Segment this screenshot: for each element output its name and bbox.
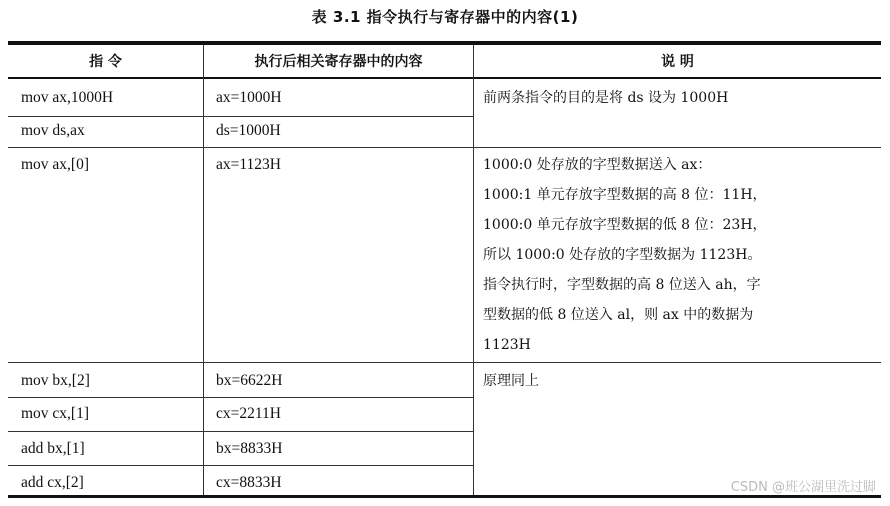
- table-top-rule: [8, 41, 881, 45]
- description-line: 1000:0 单元存放字型数据的低 8 位：23H，: [483, 217, 767, 233]
- instruction-cell: mov ax,[0]: [21, 156, 90, 173]
- instruction-cell: mov ds,ax: [21, 122, 85, 139]
- description-cell: 前两条指令的目的是将 ds 设为 1000H: [483, 90, 729, 106]
- table-caption: 表 3.1 指令执行与寄存器中的内容(1): [311, 8, 579, 26]
- column-divider: [473, 45, 474, 495]
- description-line: 1000:1 单元存放字型数据的高 8 位：11H，: [483, 187, 767, 203]
- row-divider: [8, 397, 473, 398]
- row-divider: [8, 147, 881, 148]
- watermark: CSDN @班公湖里洗过脚: [730, 480, 876, 495]
- description-cell: 原理同上: [483, 373, 539, 389]
- header-instruction: 指 令: [89, 54, 122, 70]
- header-bottom-rule: [8, 77, 881, 79]
- register-content-cell: bx=6622H: [216, 372, 283, 389]
- instruction-cell: mov cx,[1]: [21, 405, 90, 422]
- register-content-cell: cx=2211H: [216, 405, 281, 422]
- table-bottom-rule: [8, 495, 881, 498]
- instruction-cell: add cx,[2]: [21, 474, 84, 491]
- register-content-cell: ax=1000H: [216, 89, 282, 106]
- register-content-cell: ax=1123H: [216, 156, 281, 173]
- instruction-cell: mov bx,[2]: [21, 372, 90, 389]
- description-line: 型数据的低 8 位送入 al，则 ax 中的数据为: [483, 307, 754, 323]
- row-divider: [8, 362, 881, 363]
- description-line: 1000:0 处存放的字型数据送入 ax：: [483, 157, 712, 173]
- row-divider: [8, 431, 473, 432]
- header-description: 说 明: [661, 54, 694, 70]
- column-divider: [203, 45, 204, 495]
- register-content-cell: cx=8833H: [216, 474, 282, 491]
- instruction-cell: mov ax,1000H: [21, 89, 114, 106]
- register-content-cell: bx=8833H: [216, 440, 283, 457]
- instruction-cell: add bx,[1]: [21, 440, 85, 457]
- description-line: 所以 1000:0 处存放的字型数据为 1123H。: [483, 247, 762, 263]
- header-register-content: 执行后相关寄存器中的内容: [254, 54, 423, 70]
- description-line: 1123H: [483, 337, 531, 353]
- row-divider: [8, 465, 473, 466]
- row-divider: [8, 116, 473, 117]
- register-content-cell: ds=1000H: [216, 122, 281, 139]
- description-line: 指令执行时，字型数据的高 8 位送入 ah，字: [483, 277, 761, 293]
